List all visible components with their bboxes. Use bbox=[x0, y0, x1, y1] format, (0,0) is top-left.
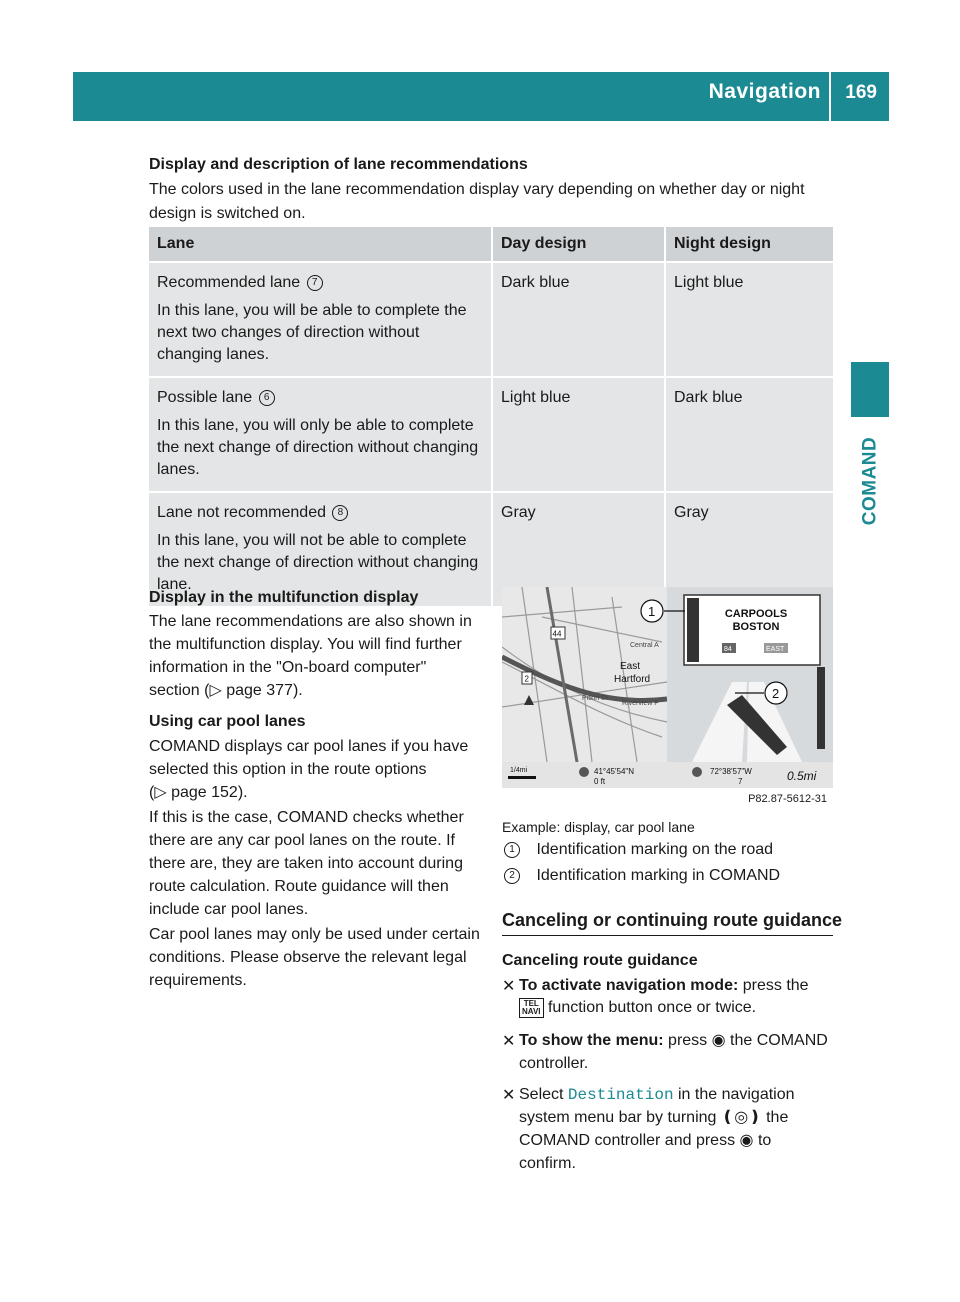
longitude-readout: 72°38'57"W bbox=[710, 767, 752, 776]
multifunction-text-line: The lane recommendations are also shown in bbox=[149, 613, 472, 630]
step-show-menu: To show the menu: press ◉ the COMAND bbox=[519, 1032, 828, 1049]
page-reference-377[interactable]: section (▷ page 377). bbox=[149, 682, 303, 699]
map-city-label: Hartford bbox=[614, 674, 651, 685]
intro-heading: Display and description of lane recommendations bbox=[149, 156, 528, 173]
navigation-screen-illustration bbox=[502, 587, 833, 808]
satellite-count: 7 bbox=[738, 777, 743, 786]
page-header bbox=[73, 72, 889, 121]
caption-number: 1 bbox=[504, 842, 520, 858]
lane-marker: 8 bbox=[332, 505, 348, 521]
carpool-heading: Using car pool lanes bbox=[149, 713, 306, 730]
svg-text:1: 1 bbox=[648, 604, 656, 619]
caption-text: Identification marking in COMAND bbox=[536, 867, 781, 884]
sign-text: BOSTON bbox=[732, 621, 780, 633]
step-activate-navigation-cont: TEL NAVI function button once or twice. bbox=[519, 996, 756, 1020]
figure-code: P82.87-5612-31 bbox=[748, 793, 827, 805]
lane-description: In this lane, you will not be able to complete the next change of direction without changing lane. bbox=[157, 532, 479, 593]
lane-marker: 7 bbox=[307, 275, 323, 291]
tel-navi-button-icon: TEL NAVI bbox=[519, 998, 544, 1018]
multifunction-heading: Display in the multifunction display bbox=[149, 589, 419, 606]
carpool-display-figure bbox=[502, 587, 833, 808]
step-text-line: controller. bbox=[519, 1055, 589, 1072]
turn-controller-icon: ❪◎❫ bbox=[720, 1109, 762, 1126]
multifunction-text-line: the multifunction display. You will find further bbox=[149, 636, 462, 653]
press-controller-icon: ◉ bbox=[711, 1032, 726, 1049]
lane-marker: 6 bbox=[259, 390, 275, 406]
caption-text: Identification marking on the road bbox=[536, 841, 774, 858]
sign-text: CARPOOLS bbox=[724, 608, 788, 620]
multifunction-text-line: information in the "On-board computer" bbox=[149, 659, 427, 676]
column-header-lane: Lane bbox=[149, 227, 492, 262]
status-bar bbox=[502, 762, 833, 788]
press-controller-icon: ◉ bbox=[739, 1132, 754, 1149]
lane-description: In this lane, you will only be able to complete the next change of direction without changing lanes. bbox=[157, 417, 479, 478]
step-text-line: system menu bar by turning ❪◎❫ the bbox=[519, 1109, 789, 1126]
step-bullet: ✕ bbox=[502, 978, 516, 995]
carpool-text-line: there are any car pool lanes on the route. If bbox=[149, 832, 455, 849]
side-tab-marker bbox=[851, 362, 889, 417]
carpool-text-line: selected this option in the route options bbox=[149, 761, 427, 778]
day-design-cell: Light blue bbox=[492, 377, 665, 492]
lane-cell bbox=[149, 262, 492, 377]
route-shield-2: 2 bbox=[524, 674, 529, 684]
section-heading: Canceling or continuing route guidance bbox=[502, 910, 843, 930]
caption-number: 2 bbox=[504, 868, 520, 884]
lane-name: Possible lane bbox=[157, 389, 253, 406]
step-bullet: ✕ bbox=[502, 1087, 516, 1104]
map-scale: 1/4mi bbox=[510, 767, 528, 774]
caption-item bbox=[502, 864, 780, 888]
night-design-cell: Light blue bbox=[665, 262, 833, 377]
carpool-text-line: there are, they are taken into account during bbox=[149, 855, 463, 872]
lane-recommendation-table bbox=[149, 227, 833, 608]
step-activate-navigation: To activate navigation mode: press the bbox=[519, 977, 809, 994]
night-design-cell: Gray bbox=[665, 492, 833, 607]
sign-direction: EAST bbox=[766, 646, 785, 653]
table-row bbox=[149, 262, 833, 377]
table-header-row bbox=[149, 227, 833, 262]
svg-text:2: 2 bbox=[772, 686, 780, 701]
caption-item bbox=[502, 838, 773, 862]
map-city-label: East bbox=[620, 661, 641, 672]
distance-bar bbox=[817, 667, 825, 749]
column-header-night: Night design bbox=[665, 227, 833, 262]
carpool-text-line: include car pool lanes. bbox=[149, 901, 309, 918]
lane-cell bbox=[149, 377, 492, 492]
carpool-text-line: requirements. bbox=[149, 972, 247, 989]
figure-caption-title: Example: display, car pool lane bbox=[502, 819, 695, 835]
carpool-text-line: COMAND displays car pool lanes if you have bbox=[149, 738, 469, 755]
header-divider bbox=[829, 72, 831, 121]
table-row bbox=[149, 377, 833, 492]
distance-readout: 0.5mi bbox=[787, 769, 817, 783]
lane-name: Lane not recommended bbox=[157, 504, 326, 521]
latitude-readout: 41°45'54"N bbox=[594, 767, 635, 776]
lane-name: Recommended lane bbox=[157, 274, 301, 291]
sign-shield: 84 bbox=[724, 646, 732, 653]
night-design-cell: Dark blue bbox=[665, 377, 833, 492]
sub-heading: Canceling route guidance bbox=[502, 952, 698, 969]
column-header-day: Day design bbox=[492, 227, 665, 262]
step-text-line: confirm. bbox=[519, 1155, 576, 1172]
page-number: 169 bbox=[845, 82, 877, 103]
step-text-line: COMAND controller and press ◉ to bbox=[519, 1132, 772, 1149]
side-tab-label: COMAND bbox=[859, 436, 880, 526]
carpool-text-line: Car pool lanes may only be used under certain bbox=[149, 926, 480, 943]
step-select-destination: Select Destination in the navigation bbox=[519, 1086, 795, 1104]
menu-item-destination: Destination bbox=[567, 1086, 674, 1104]
map-street-label: Pitkin St bbox=[582, 695, 608, 702]
carpool-text-line: If this is the case, COMAND checks whether bbox=[149, 809, 464, 826]
altitude-readout: 0 ft bbox=[594, 777, 606, 786]
intro-text: The colors used in the lane recommendation display vary depending on whether day or night design is switched on. bbox=[149, 181, 805, 222]
day-design-cell: Dark blue bbox=[492, 262, 665, 377]
carpool-text-line: conditions. Please observe the relevant legal bbox=[149, 949, 467, 966]
map-street-label: Riverview P bbox=[622, 700, 659, 707]
step-bullet: ✕ bbox=[502, 1033, 516, 1050]
route-shield-44: 44 bbox=[552, 629, 562, 639]
lane-description: In this lane, you will be able to complete the next two changes of direction without changing lanes. bbox=[157, 302, 467, 363]
section-rule bbox=[502, 935, 833, 936]
page-reference-152[interactable]: (▷ page 152). bbox=[149, 784, 248, 801]
section-title: Navigation bbox=[708, 80, 821, 103]
day-design-cell: Gray bbox=[492, 492, 665, 607]
carpool-text-line: route calculation. Route guidance will then bbox=[149, 878, 449, 895]
map-street-label: Central A bbox=[630, 642, 659, 649]
